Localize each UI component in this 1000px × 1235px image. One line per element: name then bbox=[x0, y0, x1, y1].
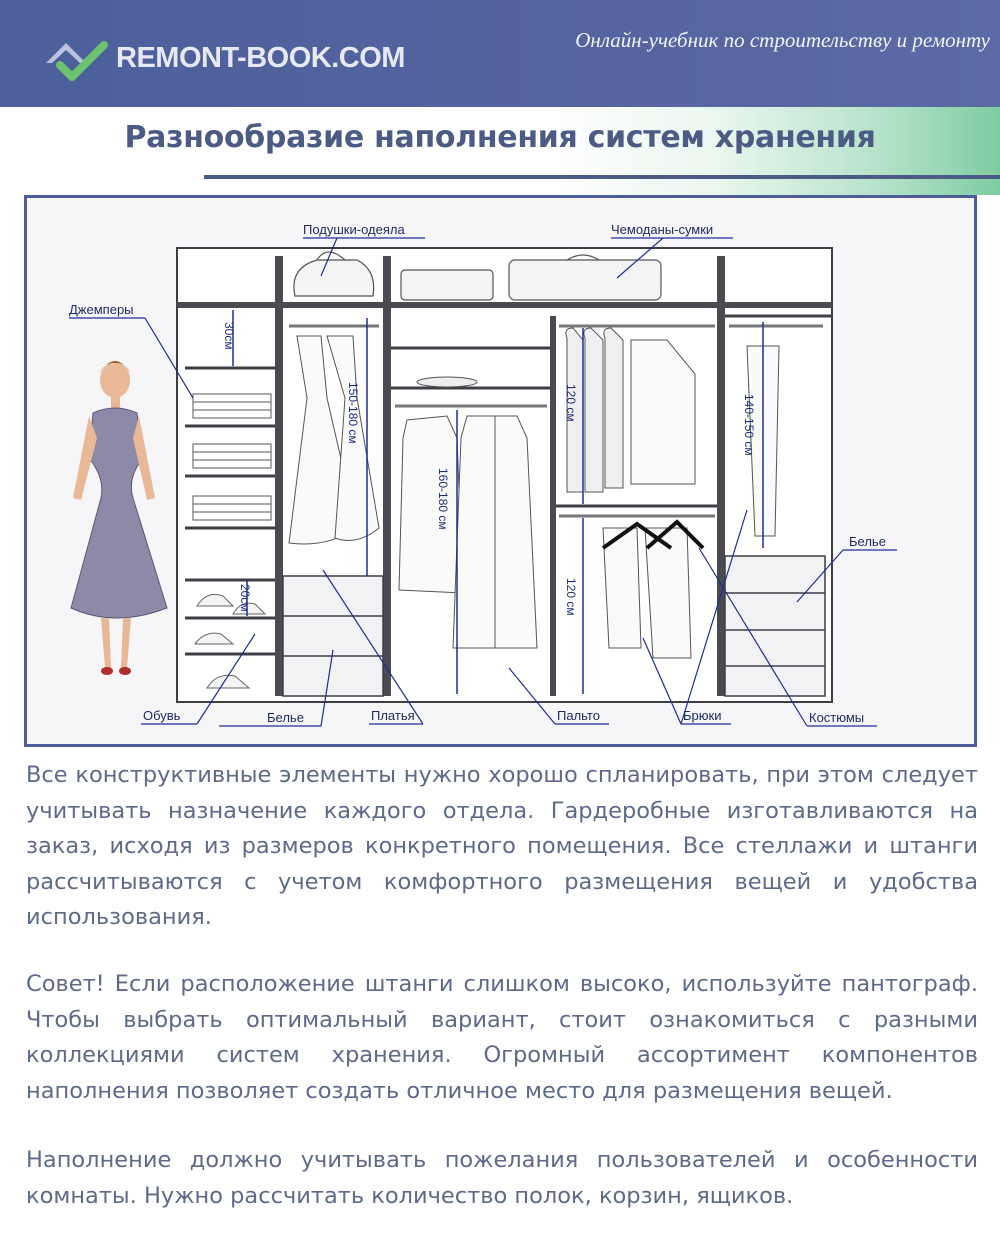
logo-house-check-icon bbox=[44, 37, 108, 83]
label-coat: Пальто bbox=[557, 708, 600, 723]
paragraph-2: Совет! Если расположение штанги слишком высоко, используйте пантограф. Чтобы выбрать оптимальный вариант, стоит ознакомиться с разными коллекциями систем хранения. Огромный ассортимент компонентов наполнения позволяет создать отличное место для размещения вещей. bbox=[26, 971, 978, 1104]
hat-icon bbox=[417, 377, 477, 387]
dim-shelf-30: 30см bbox=[222, 322, 236, 350]
label-linen-bottom: Белье bbox=[267, 710, 304, 725]
wardrobe-diagram bbox=[27, 198, 974, 744]
label-trousers: Брюки bbox=[683, 708, 722, 723]
site-logo-text[interactable]: REMONT-BOOK.COM bbox=[116, 42, 405, 74]
folded-jumpers-icon bbox=[193, 394, 271, 520]
title-underline bbox=[204, 175, 1000, 179]
label-linen-right: Белье bbox=[849, 534, 886, 549]
paragraph-3: Наполнение должно учитывать пожелания пользователей и особенности комнаты. Нужно рассчитать количество полок, корзин, ящиков. bbox=[26, 1147, 978, 1209]
dim-shelf-20: 20см bbox=[238, 584, 252, 612]
wardrobe-illustration bbox=[24, 195, 977, 747]
label-dresses: Платья bbox=[371, 708, 415, 723]
site-header bbox=[0, 0, 1000, 107]
label-pillows: Подушки-одеяла bbox=[303, 222, 405, 237]
dim-lower-rail: 120 см bbox=[564, 578, 578, 616]
woman-figure-icon bbox=[71, 361, 167, 675]
label-shoes: Обувь bbox=[143, 708, 181, 723]
label-suitcases: Чемоданы-сумки bbox=[611, 222, 714, 237]
page-title: Разнообразие наполнения систем хранения bbox=[124, 120, 876, 155]
label-jumpers: Джемперы bbox=[69, 302, 134, 317]
dim-dress-rail: 150-180 см bbox=[346, 382, 360, 444]
dim-upper-rail: 120 см bbox=[564, 384, 578, 422]
paragraph-1: Все конструктивные элементы нужно хорошо спланировать, при этом следует учитывать назначение каждого отдела. Гардеробные изготавливаются на заказ, исходя из размеров конкретного помещения. Все стеллажи и штанги рассчитываются с учетом комфортного размещения вещей и удобства использования. bbox=[26, 762, 978, 930]
label-suits: Костюмы bbox=[809, 710, 865, 725]
site-tagline: Онлайн-учебник по строительству и ремонту bbox=[575, 28, 990, 52]
dim-trouser-rail: 140-150 см bbox=[742, 394, 756, 456]
dim-coat-rail: 160-180 см bbox=[436, 468, 450, 530]
